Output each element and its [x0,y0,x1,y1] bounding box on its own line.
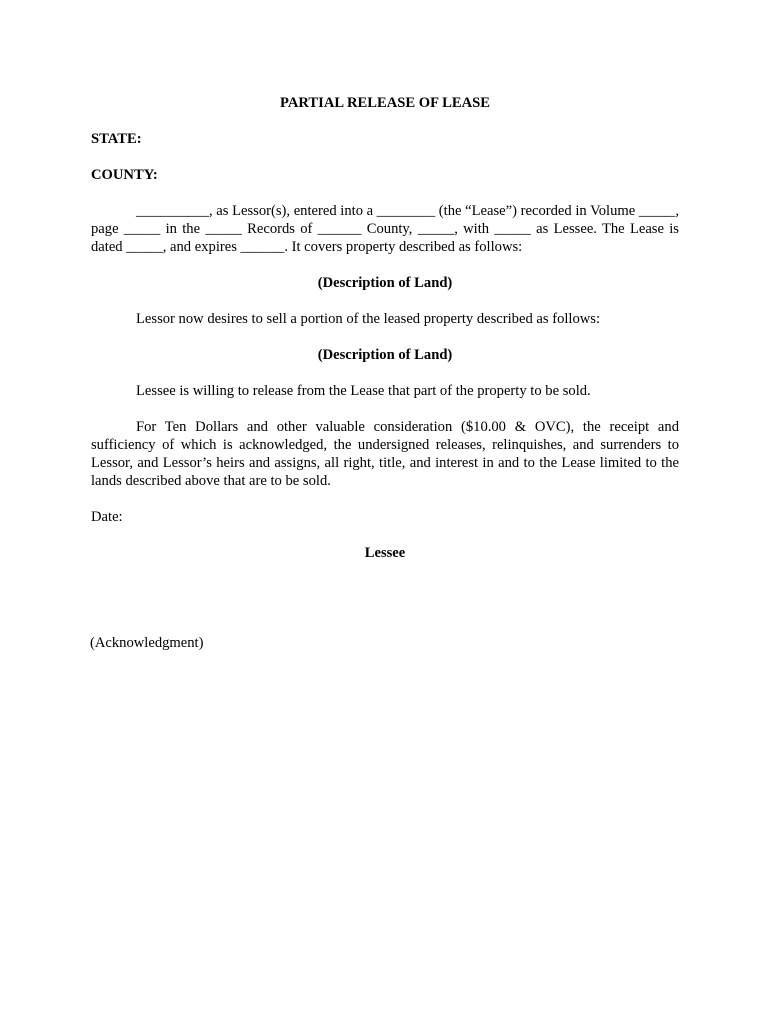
acknowledgment-label: (Acknowledgment) [90,635,204,651]
lease-recital-paragraph: __________, as Lessor(s), entered into a ________ (the “Lease”) recorded in Volume _____, page _____ in the _____ Records of ______ County, _____, with _____ as Lessee. The Lease is dated _____, and expires ______. It covers property described as follows: [91,203,679,255]
consideration-paragraph: For Ten Dollars and other valuable consideration ($10.00 & OVC), the receipt and sufficiency of which is acknowledged, the undersigned releases, relinquishes, and surrenders to Lessor, and Lessor’s heirs and assigns, all right, title, and interest in and to the Lease limited to the lands described above that are to be sold. [91,419,679,489]
land-description-heading-1: (Description of Land) [317,275,453,291]
state-label: STATE: [91,131,142,147]
release-willingness-paragraph: Lessee is willing to release from the Lease that part of the property to be sold. [136,383,591,399]
lessee-signature-label: Lessee [364,545,406,561]
document-body [91,94,679,652]
county-label: COUNTY: [91,167,158,183]
date-label: Date: [91,509,123,525]
sale-intent-paragraph: Lessor now desires to sell a portion of the leased property described as follows: [136,311,601,327]
document-title: PARTIAL RELEASE OF LEASE [280,95,490,111]
land-description-heading-2: (Description of Land) [317,347,453,363]
